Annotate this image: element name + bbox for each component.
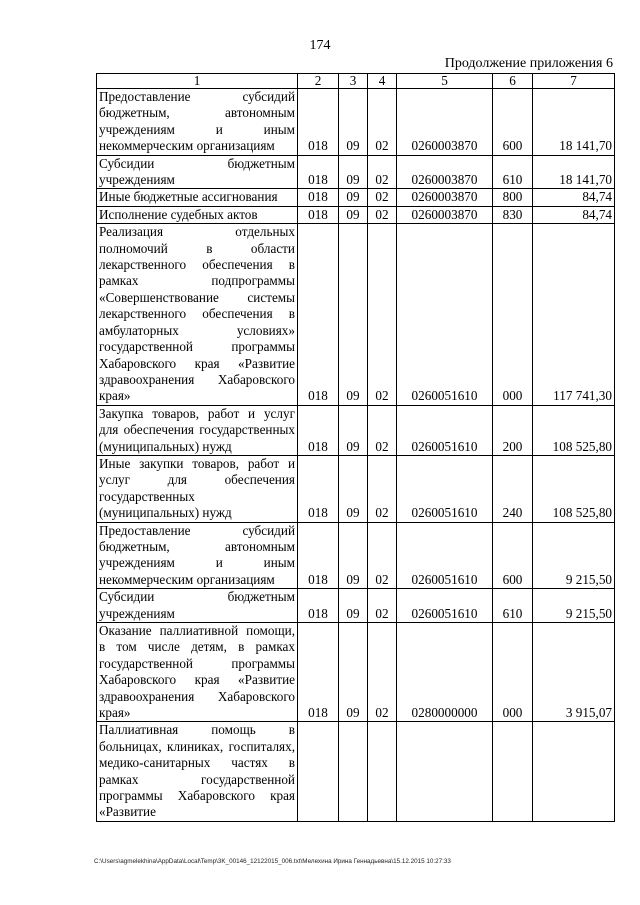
- expense-name-cell: Закупка товаров, работ и услуг для обеспечения государственных (муниципальных) нужд: [97, 405, 298, 455]
- section-code-cell: 09: [339, 589, 368, 623]
- column-header: 6: [493, 74, 533, 89]
- table-row: [97, 623, 615, 722]
- expense-name-cell: Исполнение судебных актов: [97, 206, 298, 223]
- amount-cell: 84,74: [533, 206, 615, 223]
- expense-type-cell: [493, 722, 533, 821]
- target-article-cell: 0260051610: [397, 522, 493, 589]
- subsection-code-cell: 02: [368, 522, 397, 589]
- amount-cell: 9 215,50: [533, 522, 615, 589]
- ministry-code-cell: 018: [298, 224, 339, 405]
- expense-name-cell: Реализация отдельных полномочий в области лекарственного обеспечения в рамках подпрограммы «Совершенствование системы лекарственного обеспечения в амбулаторных условиях» государственной программы Хабаровского края «Развитие здравоохранения Хабаровского края»: [97, 224, 298, 405]
- ministry-code-cell: 018: [298, 589, 339, 623]
- target-article-cell: 0260003870: [397, 206, 493, 223]
- amount-cell: 117 741,30: [533, 224, 615, 405]
- table-row: [97, 455, 615, 522]
- section-code-cell: 09: [339, 224, 368, 405]
- expense-name-cell: Оказание паллиативной помощи, в том числе детям, в рамках государственной программы Хабаровского края «Развитие здравоохранения Хабаровского края»: [97, 623, 298, 722]
- table-row: [97, 405, 615, 455]
- subsection-code-cell: 02: [368, 155, 397, 189]
- amount-cell: 18 141,70: [533, 155, 615, 189]
- column-header: 3: [339, 74, 368, 89]
- column-header: 4: [368, 74, 397, 89]
- table-row: [97, 206, 615, 223]
- table-row: [97, 224, 615, 405]
- table-row: [97, 589, 615, 623]
- column-header: 5: [397, 74, 493, 89]
- section-code-cell: 09: [339, 623, 368, 722]
- subsection-code-cell: 02: [368, 405, 397, 455]
- subsection-code-cell: 02: [368, 623, 397, 722]
- section-code-cell: 09: [339, 155, 368, 189]
- subsection-code-cell: 02: [368, 224, 397, 405]
- target-article-cell: 0260003870: [397, 89, 493, 156]
- section-code-cell: 09: [339, 189, 368, 206]
- target-article-cell: 0260003870: [397, 155, 493, 189]
- ministry-code-cell: 018: [298, 189, 339, 206]
- amount-cell: 3 915,07: [533, 623, 615, 722]
- amount-cell: 9 215,50: [533, 589, 615, 623]
- expense-type-cell: 600: [493, 89, 533, 156]
- ministry-code-cell: 018: [298, 89, 339, 156]
- target-article-cell: 0260051610: [397, 589, 493, 623]
- section-code-cell: 09: [339, 206, 368, 223]
- table-row: [97, 722, 615, 821]
- expense-name-cell: Предоставление субсидий бюджетным, автономным учреждениям и иным некоммерческим организациям: [97, 522, 298, 589]
- expense-type-cell: 610: [493, 589, 533, 623]
- subsection-code-cell: 02: [368, 206, 397, 223]
- expense-name-cell: Субсидии бюджетным учреждениям: [97, 589, 298, 623]
- expense-type-cell: 610: [493, 155, 533, 189]
- target-article-cell: 0260051610: [397, 455, 493, 522]
- file-path-footer: C:\Users\agmelekhina\AppData\Local\Temp\3K_00146_12122015_006.txt\Мелехина Ирина Геннадьевна\15.12.2015 10:27:33: [94, 858, 451, 865]
- amount-cell: [533, 722, 615, 821]
- table-row: [97, 189, 615, 206]
- ministry-code-cell: [298, 722, 339, 821]
- budget-table: [96, 73, 615, 822]
- expense-name-cell: Субсидии бюджетным учреждениям: [97, 155, 298, 189]
- section-code-cell: 09: [339, 405, 368, 455]
- subsection-code-cell: 02: [368, 89, 397, 156]
- section-code-cell: 09: [339, 89, 368, 156]
- expense-name-cell: Паллиативная помощь в больницах, клиниках, госпиталях, медико-санитарных частях в рамках государственной программы Хабаровского края «Развитие: [97, 722, 298, 821]
- expense-type-cell: 800: [493, 189, 533, 206]
- target-article-cell: [397, 722, 493, 821]
- table-row: [97, 89, 615, 156]
- ministry-code-cell: 018: [298, 522, 339, 589]
- ministry-code-cell: 018: [298, 405, 339, 455]
- ministry-code-cell: 018: [298, 206, 339, 223]
- amount-cell: 18 141,70: [533, 89, 615, 156]
- amount-cell: 108 525,80: [533, 455, 615, 522]
- ministry-code-cell: 018: [298, 623, 339, 722]
- column-header: 7: [533, 74, 615, 89]
- table-row: [97, 522, 615, 589]
- amount-cell: 84,74: [533, 189, 615, 206]
- subsection-code-cell: 02: [368, 589, 397, 623]
- column-number-row: [97, 74, 615, 89]
- expense-type-cell: 000: [493, 623, 533, 722]
- subsection-code-cell: 02: [368, 189, 397, 206]
- expense-name-cell: Иные бюджетные ассигнования: [97, 189, 298, 206]
- expense-name-cell: Предоставление субсидий бюджетным, автономным учреждениям и иным некоммерческим организациям: [97, 89, 298, 156]
- section-code-cell: [339, 722, 368, 821]
- target-article-cell: 0260051610: [397, 224, 493, 405]
- column-header: 2: [298, 74, 339, 89]
- target-article-cell: 0280000000: [397, 623, 493, 722]
- expense-type-cell: 600: [493, 522, 533, 589]
- page-number: 174: [309, 38, 331, 53]
- table-row: [97, 155, 615, 189]
- expense-type-cell: 000: [493, 224, 533, 405]
- expense-type-cell: 830: [493, 206, 533, 223]
- column-header: 1: [97, 74, 298, 89]
- subsection-code-cell: 02: [368, 455, 397, 522]
- amount-cell: 108 525,80: [533, 405, 615, 455]
- section-code-cell: 09: [339, 455, 368, 522]
- expense-type-cell: 240: [493, 455, 533, 522]
- target-article-cell: 0260051610: [397, 405, 493, 455]
- subsection-code-cell: [368, 722, 397, 821]
- ministry-code-cell: 018: [298, 455, 339, 522]
- appendix-continuation-label: Продолжение приложения 6: [444, 56, 613, 71]
- expense-name-cell: Иные закупки товаров, работ и услуг для обеспечения государственных (муниципальных) нужд: [97, 455, 298, 522]
- ministry-code-cell: 018: [298, 155, 339, 189]
- section-code-cell: 09: [339, 522, 368, 589]
- target-article-cell: 0260003870: [397, 189, 493, 206]
- expense-type-cell: 200: [493, 405, 533, 455]
